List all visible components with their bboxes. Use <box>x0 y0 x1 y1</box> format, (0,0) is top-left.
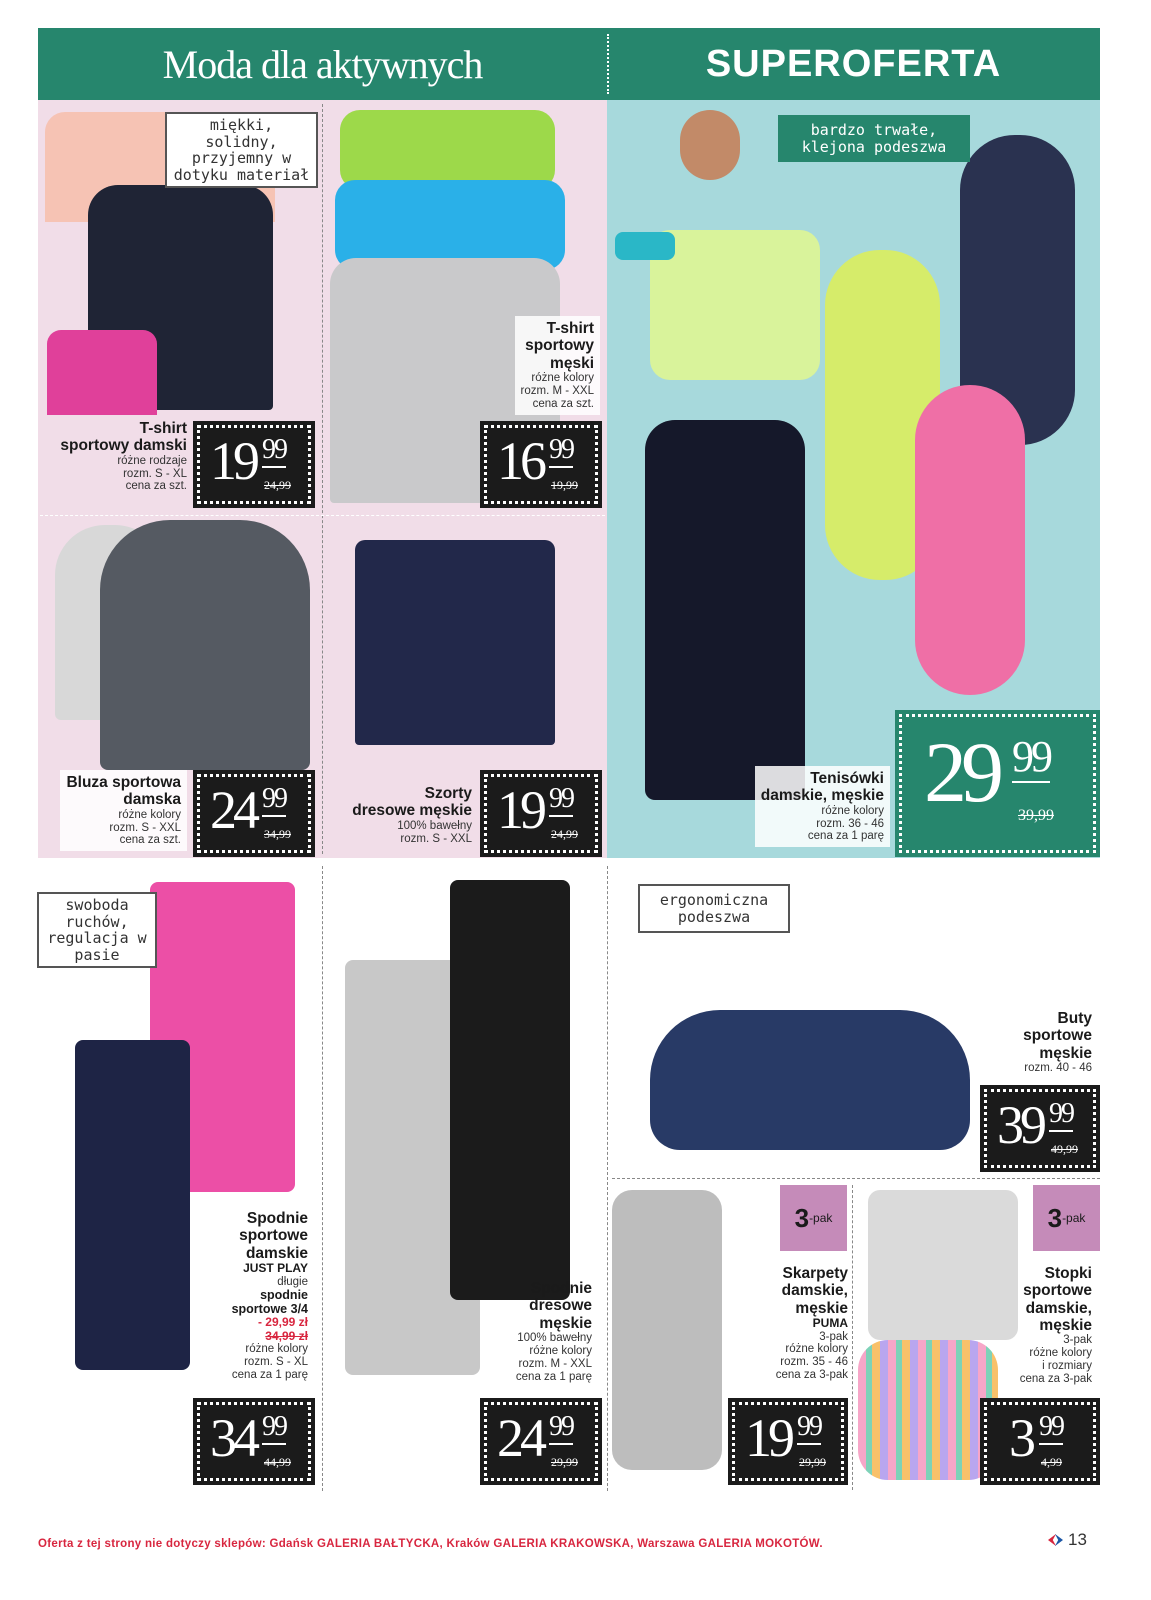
price-main: 24 <box>210 780 256 840</box>
product-detail: rozm. S - XXL <box>109 821 181 834</box>
product-info <box>1020 1265 1092 1386</box>
product-title: Stopki <box>1044 1265 1092 1282</box>
product-title: Skarpety <box>782 1265 848 1282</box>
dumbbell-icon <box>615 232 675 260</box>
price-tag-border <box>484 1402 598 1481</box>
price-tag-border <box>984 1402 1096 1481</box>
product-detail: rozm. M - XXL <box>518 1357 592 1370</box>
product-detail: różne kolory <box>821 804 884 817</box>
product-title: T-shirt <box>139 420 187 437</box>
product-detail: 3-pak <box>819 1330 848 1343</box>
old-price: 24,99 <box>264 478 291 492</box>
price-cents: 99 <box>549 785 573 817</box>
price-tag <box>980 1398 1100 1485</box>
product-detail: damskie <box>245 1244 308 1262</box>
price-cents: 99 <box>549 1413 573 1445</box>
price-main: 19 <box>745 1408 791 1468</box>
product-detail: cena za szt. <box>125 480 187 493</box>
product-detail: 100% bawełny <box>397 819 472 832</box>
divider <box>607 866 608 1491</box>
price-cents: 99 <box>1012 732 1050 781</box>
product-detail: męskie <box>539 1314 592 1332</box>
price-tag <box>980 1085 1100 1172</box>
product-detail: i rozmiary <box>1042 1360 1092 1373</box>
product-detail: sportowy <box>525 337 594 355</box>
pants-black-image <box>450 880 570 1300</box>
price-tag <box>193 770 315 857</box>
price-main: 29 <box>924 724 998 820</box>
model-leggings-image <box>645 420 805 800</box>
product-detail: damskie, <box>781 1282 848 1300</box>
pack-badge-unit: -pak <box>809 1211 833 1225</box>
sneaker-pink-image <box>915 385 1025 695</box>
page-title <box>38 28 607 100</box>
model-head-image <box>680 110 740 180</box>
product-detail: sportowe <box>1023 1282 1092 1300</box>
socks-striped-image <box>858 1340 998 1480</box>
pack-badge-num: 3 <box>1047 1202 1063 1233</box>
product-detail: damskie, <box>1025 1299 1092 1317</box>
product-detail: rozm. 36 - 46 <box>816 817 884 830</box>
price-cents: 99 <box>1049 1100 1073 1132</box>
product-detail: cena za 3-pak <box>1019 1373 1092 1386</box>
product-detail: sportowe 3/4 <box>231 1302 308 1317</box>
product-detail: różne kolory <box>785 1343 848 1356</box>
product-detail: długie <box>277 1275 308 1288</box>
pack-badge-num: 3 <box>794 1202 810 1233</box>
price-main: 19 <box>210 431 256 491</box>
product-info <box>755 766 890 847</box>
product-detail: różne kolory <box>1029 1347 1092 1360</box>
product-detail: dresowe męskie <box>352 802 472 820</box>
price-tag-border <box>197 774 311 853</box>
callout-ergo: ergonomiczna podeszwa <box>638 884 790 933</box>
price-main: 24 <box>497 1408 543 1468</box>
old-price: 29,99 <box>799 1455 826 1469</box>
header-band <box>38 28 1100 100</box>
model-top-image <box>650 230 820 380</box>
product-detail: rozm. 40 - 46 <box>1024 1062 1092 1075</box>
price-tag-border <box>484 774 598 853</box>
price-tag <box>480 770 602 857</box>
price-tag <box>193 1398 315 1485</box>
product-detail: damskie, męskie <box>760 787 884 805</box>
product-detail: męskie <box>795 1299 848 1317</box>
socks-puma-image <box>612 1190 722 1470</box>
product-title: Tenisówki <box>810 770 884 787</box>
old-price: 29,99 <box>551 1455 578 1469</box>
price-tag-border <box>484 425 598 504</box>
product-title: Spodnie <box>246 1210 308 1227</box>
product-detail: spodnie <box>260 1288 308 1303</box>
product-detail: różne kolory <box>529 1344 592 1357</box>
price-tag-border <box>197 1402 311 1481</box>
carrefour-logo-icon <box>1048 1532 1064 1548</box>
socks-sport-image <box>868 1190 1018 1340</box>
old-price: 19,99 <box>551 478 578 492</box>
product-detail: cena za 3-pak <box>775 1369 848 1382</box>
divider <box>322 104 323 854</box>
product-detail: sportowe <box>239 1227 308 1245</box>
price-tag-border <box>899 714 1096 853</box>
product-detail: sportowy damski <box>60 437 187 455</box>
callout-waist: swoboda ruchów, regulacja w pasie <box>37 892 157 968</box>
product-detail: damska <box>123 791 181 809</box>
product-title: Szorty <box>424 785 472 802</box>
price-tag <box>895 710 1100 857</box>
product-detail: męskie <box>1039 1317 1092 1335</box>
pack-badge <box>1033 1185 1100 1251</box>
product-detail: cena za szt. <box>119 834 181 847</box>
price-tag-border <box>197 425 311 504</box>
old-price: 44,99 <box>264 1455 291 1469</box>
product-detail: cena za szt. <box>532 397 594 410</box>
product-title: Bluza sportowa <box>66 774 181 791</box>
old-price: 34,99 <box>264 827 291 841</box>
page-title-text: Moda dla aktywnych <box>162 41 483 87</box>
price-cents: 99 <box>549 436 573 468</box>
price-cents: 99 <box>262 436 286 468</box>
shorts-image <box>355 540 555 745</box>
product-detail: cena za 1 parę <box>807 830 884 843</box>
product-detail: różne rodzaje <box>117 454 187 467</box>
footer-disclaimer: Oferta z tej strony nie dotyczy sklepów: Gdańsk GALERIA BAŁTYCKA, Kraków GALERIA KRAKOWSKA, Warszawa GALERIA MOKOTÓW. <box>38 1538 823 1550</box>
sports-shoes-image <box>650 1010 970 1150</box>
product-detail: 3-pak <box>1063 1334 1092 1347</box>
pack-badge-unit: -pak <box>1062 1211 1086 1225</box>
divider <box>612 1178 1100 1179</box>
page-number-text: 13 <box>1068 1530 1087 1549</box>
hoodie-dark-image <box>100 520 310 770</box>
product-detail: rozm. M - XXL <box>520 384 594 397</box>
old-price: 24,99 <box>551 827 578 841</box>
price-tag-border <box>732 1402 844 1481</box>
product-detail: dresowe <box>529 1297 592 1315</box>
tshirt-green-image <box>340 110 555 190</box>
pants-navy-image <box>75 1040 190 1370</box>
product-detail: rozm. S - XL <box>244 1356 308 1369</box>
divider <box>852 1185 853 1490</box>
divider <box>322 866 323 1491</box>
product-info <box>60 770 187 851</box>
product-info <box>776 1265 848 1382</box>
old-price: 49,99 <box>1051 1142 1078 1156</box>
price-tag <box>480 421 602 508</box>
callout-sole: bardzo trwałe, klejona podeszwa <box>778 115 970 162</box>
old-price: 39,99 <box>1018 807 1054 824</box>
tshirt-blue-image <box>335 180 565 270</box>
product-detail: 100% bawełny <box>517 1332 592 1345</box>
price-tag <box>193 421 315 508</box>
old-price: 4,99 <box>1041 1455 1062 1469</box>
price-main: 34 <box>210 1408 256 1468</box>
price-cents: 99 <box>797 1413 821 1445</box>
pack-badge <box>780 1185 847 1251</box>
price-cents: 99 <box>262 1413 286 1445</box>
product-info <box>352 785 472 845</box>
product-detail: JUST PLAY <box>243 1261 308 1276</box>
product-info <box>515 316 600 415</box>
product-detail: rozm. S - XL <box>123 467 187 480</box>
product-detail: różne kolory <box>531 372 594 385</box>
product-detail: rozm. 35 - 46 <box>780 1356 848 1369</box>
product-title: Buty <box>1057 1010 1092 1027</box>
product-detail: cena za 1 parę <box>231 1369 308 1382</box>
price-main: 39 <box>997 1095 1043 1155</box>
price-main: 19 <box>497 780 543 840</box>
price-tag <box>728 1398 848 1485</box>
product-info <box>60 420 187 493</box>
product-detail: różne kolory <box>118 808 181 821</box>
price-cents: 99 <box>1039 1413 1063 1445</box>
product-detail: rozm. S - XXL <box>400 832 472 845</box>
product-detail: - 29,99 zł <box>257 1315 308 1330</box>
superoffer-title: SUPEROFERTA <box>705 42 1002 85</box>
price-main: 3 <box>1009 1408 1032 1468</box>
page-number <box>1048 1530 1087 1550</box>
product-info <box>516 1280 592 1384</box>
product-info <box>1023 1010 1092 1075</box>
tshirt-pink-image <box>47 330 157 415</box>
price-cents: 99 <box>262 785 286 817</box>
product-detail: 34,99 zł <box>265 1328 308 1343</box>
price-tag <box>480 1398 602 1485</box>
product-detail: różne kolory <box>245 1343 308 1356</box>
divider <box>40 515 605 516</box>
product-detail: sportowe <box>1023 1027 1092 1045</box>
product-detail: męski <box>550 354 594 372</box>
price-tag-border <box>984 1089 1096 1168</box>
callout-material: miękki, solidny, przyjemny w dotyku materiał <box>165 112 318 188</box>
product-title: T-shirt <box>546 320 594 337</box>
price-main: 16 <box>497 431 543 491</box>
product-detail: męskie <box>1039 1044 1092 1062</box>
product-detail: PUMA <box>812 1316 848 1331</box>
product-detail: cena za 1 parę <box>515 1370 592 1383</box>
product-info <box>232 1210 308 1382</box>
product-title: Spodnie <box>530 1280 592 1297</box>
